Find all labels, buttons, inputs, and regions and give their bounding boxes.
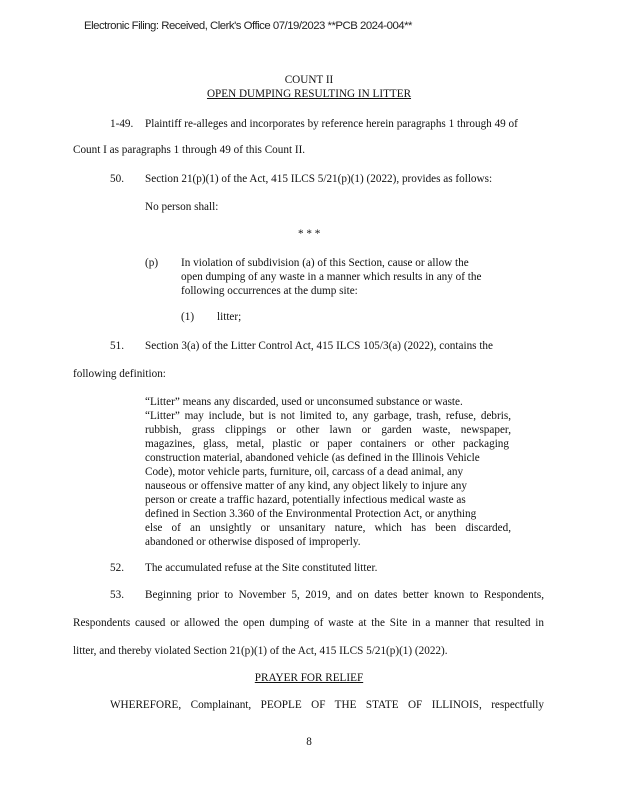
para-52-number: 52. xyxy=(110,562,124,574)
ellipsis-stars: * * * xyxy=(298,228,321,240)
para-1-49-number: 1-49. xyxy=(110,118,134,130)
para-53-number: 53. xyxy=(110,589,124,601)
prayer-title xyxy=(0,671,618,685)
subsection-p-line-3: following occurrences at the dump site: xyxy=(181,285,358,297)
count-title-text: OPEN DUMPING RESULTING IN LITTER xyxy=(206,88,412,100)
no-person-shall: No person shall: xyxy=(145,201,219,213)
para-1-49-line-1: Plaintiff re-alleges and incorporates by reference herein paragraphs 1 through 49 of xyxy=(145,118,518,130)
subsection-p-line-1: In violation of subdivision (a) of this Section, cause or allow the xyxy=(181,257,469,269)
para-53-line-3: litter, and thereby violated Section 21(p)(1) of the Act, 415 ILCS 5/21(p)(1) (2022). xyxy=(73,645,448,657)
subsection-p-line-2: open dumping of any waste in a manner which results in any of the xyxy=(181,271,482,283)
definition-line-1: “Litter” means any discarded, used or unconsumed substance or waste. xyxy=(145,396,463,408)
para-51-line-1: Section 3(a) of the Litter Control Act, 415 ILCS 105/3(a) (2022), contains the xyxy=(145,340,493,352)
definition-line-9: defined in Section 3.360 of the Environmental Protection Act, or anything xyxy=(145,508,477,520)
count-number: COUNT II xyxy=(284,74,334,86)
para-53-line-2: Respondents caused or allowed the open dumping of waste at the Site in a manner that resulted in xyxy=(73,617,544,629)
para-1-49-line-2: Count I as paragraphs 1 through 49 of this Count II. xyxy=(73,144,306,156)
filing-stamp: Electronic Filing: Received, Clerk's Office 07/19/2023 **PCB 2024-004** xyxy=(84,20,412,32)
prayer-line-1: WHEREFORE, Complainant, PEOPLE OF THE STATE OF ILLINOIS, respectfully xyxy=(110,699,544,711)
count-title xyxy=(0,87,618,101)
definition-line-8: person or create a traffic hazard, potentially infectious medical waste as xyxy=(145,494,466,506)
definition-line-11: abandoned or otherwise disposed of improperly. xyxy=(145,536,361,548)
para-51-line-2: following definition: xyxy=(73,368,166,380)
prayer-title-text: PRAYER FOR RELIEF xyxy=(254,672,364,684)
definition-line-2: “Litter” may include, but is not limited to, any garbage, trash, refuse, debris, xyxy=(145,410,511,422)
para-53-line-1: Beginning prior to November 5, 2019, and on dates better known to Respondents, xyxy=(145,589,544,601)
definition-line-4: magazines, glass, metal, plastic or paper containers or other packaging xyxy=(145,438,509,450)
subsection-1-label: (1) xyxy=(181,311,195,323)
definition-line-3: rubbish, grass clippings or other lawn or garden waste, newspaper, xyxy=(145,424,511,436)
para-50-text: Section 21(p)(1) of the Act, 415 ILCS 5/21(p)(1) (2022), provides as follows: xyxy=(145,173,493,185)
definition-line-10: else of an unsightly or unsanitary nature, which has been discarded, xyxy=(145,522,511,534)
para-52-text: The accumulated refuse at the Site constituted litter. xyxy=(145,562,378,574)
para-51-number: 51. xyxy=(110,340,124,352)
page-number: 8 xyxy=(306,736,312,748)
definition-line-7: nauseous or offensive matter of any kind, any object likely to injure any xyxy=(145,480,467,492)
subsection-p-label: (p) xyxy=(145,257,159,269)
definition-line-6: Code), motor vehicle parts, furniture, oil, carcass of a dead animal, any xyxy=(145,466,464,478)
para-50-number: 50. xyxy=(110,173,124,185)
definition-line-5: construction material, abandoned vehicle (as defined in the Illinois Vehicle xyxy=(145,452,480,464)
subsection-1-text: litter; xyxy=(217,311,242,323)
